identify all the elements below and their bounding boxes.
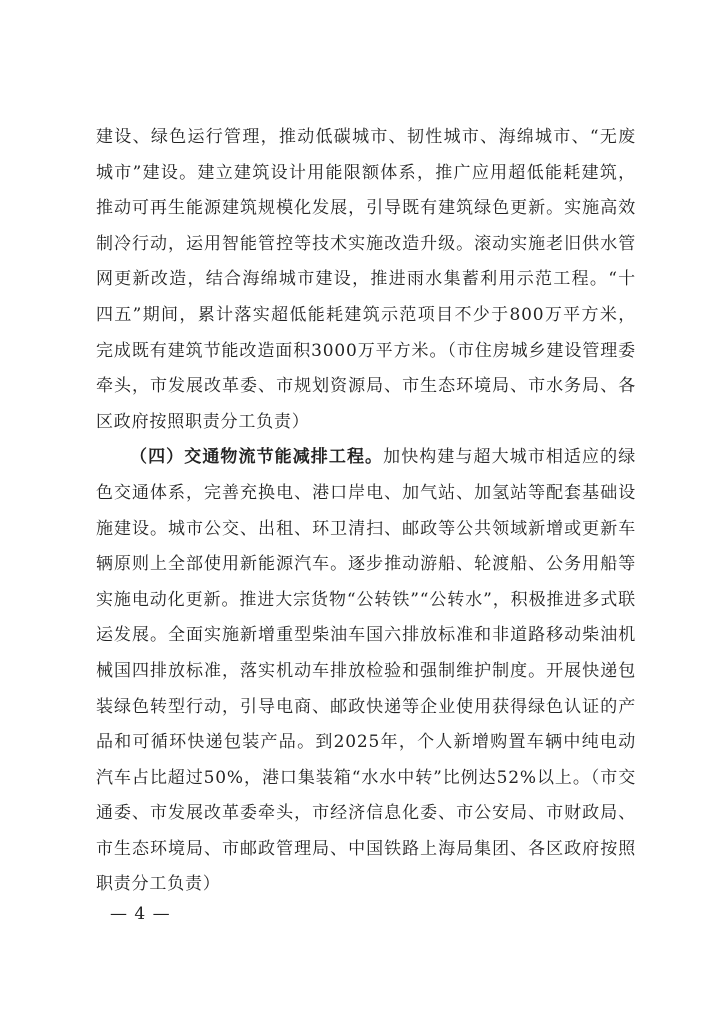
paragraph-2 bbox=[96, 440, 636, 903]
page-number: — 4 — bbox=[110, 904, 171, 924]
body-text bbox=[96, 120, 636, 903]
paragraph-1: 建设、绿色运行管理，推动低碳城市、韧性城市、海绵城市、“无废城市”建设。建立建筑设计用能限额体系，推广应用超低能耗建筑，推动可再生能源建筑规模化发展，引导既有建筑绿色更新。实施高效制冷行动，运用智能管控等技术实施改造升级。滚动实施老旧供水管网更新改造，结合海绵城市建设，推进雨水集蓄利用示范工程。“十四五”期间，累计落实超低能耗建筑示范项目不少于800万平方米，完成既有建筑节能改造面积3000万平方米。（市住房城乡建设管理委牵头，市发展改革委、市规划资源局、市生态环境局、市水务局、各区政府按照职责分工负责） bbox=[96, 127, 636, 432]
section-heading: （四）交通物流节能减排工程。 bbox=[130, 447, 384, 468]
paragraph-2-body: 加快构建与超大城市相适应的绿色交通体系，完善充换电、港口岸电、加气站、加氢站等配套基础设施建设。城市公交、出租、环卫清扫、邮政等公共领域新增或更新车辆原则上全部使用新能源汽车。逐步推动游船、轮渡船、公务用船等实施电动化更新。推进大宗货物“公转铁”“公转水”，积极推进多式联运发展。全面实施新增重型柴油车国六排放标准和非道路移动柴油机械国四排放标准，落实机动车排放检验和强制维护制度。开展快递包装绿色转型行动，引导电商、邮政快递等企业使用获得绿色认证的产品和可循环快递包装产品。到2025年，个人新增购置车辆中纯电动汽车占比超过50%，港口集装箱“水水中转”比例达52%以上。（市交通委、市发展改革委牵头，市经济信息化委、市公安局、市财政局、市生态环境局、市邮政管理局、中国铁路上海局集团、各区政府按照职责分工负责） bbox=[96, 447, 636, 895]
